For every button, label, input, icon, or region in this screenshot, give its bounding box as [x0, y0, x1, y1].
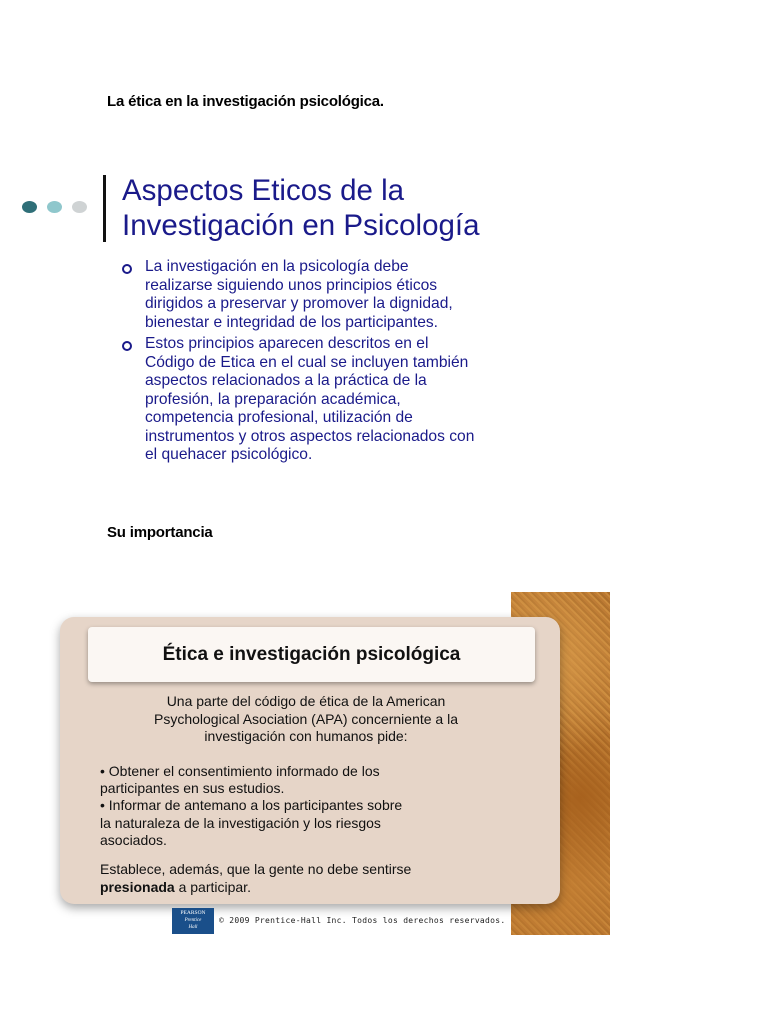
logo-sub2: Hall — [188, 925, 198, 930]
closing-line-2 — [100, 879, 520, 897]
emphasis-text: presionada — [100, 878, 175, 895]
slide1-title-line2: Investigación en Psicología — [122, 209, 480, 242]
bullet-line: La investigación en la psicología debe — [145, 258, 409, 275]
slide2-body — [100, 763, 520, 849]
slide2-intro — [96, 693, 516, 746]
slide1-title-line1: Aspectos Eticos de la — [122, 174, 405, 207]
bullet-line: dirigidos a preservar y promover la dignidad, — [145, 295, 453, 312]
intro-line: Psychological Asociation (APA) concerniente a la — [153, 710, 458, 727]
intro-line: investigación con humanos pide: — [204, 728, 408, 744]
bullet-line: realizarse siguiendo unos principios éticos — [145, 276, 438, 294]
pearson-prentice-hall-logo — [172, 908, 214, 934]
bullet-line: bienestar e integridad de los participantes. — [145, 313, 438, 331]
slide1-bullet-1 — [122, 258, 602, 332]
page-heading-importance: Su importancia — [107, 524, 213, 541]
logo-top: PEARSON — [180, 910, 206, 916]
logo-sub1: Prentice — [184, 918, 202, 923]
body-line: • Informar de antemano a los participantes sobre — [100, 797, 403, 814]
circle-bullet-icon — [122, 341, 132, 351]
circle-bullet-icon — [122, 264, 132, 274]
slide1-title — [122, 173, 642, 243]
intro-line: Una parte del código de ética de la American — [166, 693, 446, 709]
bullet-line: aspectos relacionados a la práctica de la — [145, 372, 427, 389]
bullet-line: profesión, la preparación académica, — [145, 390, 401, 408]
bullet-line: el quehacer psicológico. — [145, 446, 313, 463]
copyright-notice: © 2009 Prentice-Hall Inc. Todos los derechos reservados. — [219, 916, 506, 925]
bullet-line: competencia profesional, utilización de — [145, 409, 413, 426]
slide2-closing — [100, 861, 520, 896]
body-line: asociados. — [100, 831, 167, 848]
decor-dot-3 — [72, 201, 87, 213]
body-line: participantes en sus estudios. — [100, 780, 285, 797]
slide1-bullet-list — [122, 258, 602, 468]
bullet-line: Código de Etica en el cual se incluyen también — [145, 353, 469, 371]
bullet-line: instrumentos y otros aspectos relacionados con — [145, 427, 475, 445]
closing-rest: a participar. — [174, 878, 251, 895]
bullet-line: Estos principios aparecen descritos en el — [145, 335, 429, 352]
body-line: • Obtener el consentimiento informado de los — [100, 763, 380, 779]
slide-title-divider — [103, 175, 106, 242]
decor-dot-2 — [47, 201, 62, 213]
closing-line: Establece, además, que la gente no debe sentirse — [100, 861, 412, 877]
decor-dot-1 — [22, 201, 37, 213]
slide-decor-dots — [22, 201, 87, 213]
body-line: la naturaleza de la investigación y los riesgos — [100, 814, 381, 831]
slide1-bullet-2 — [122, 335, 602, 465]
slide2-title: Ética e investigación psicológica — [88, 627, 535, 682]
page-heading-ethics: La ética en la investigación psicológica. — [107, 93, 384, 110]
